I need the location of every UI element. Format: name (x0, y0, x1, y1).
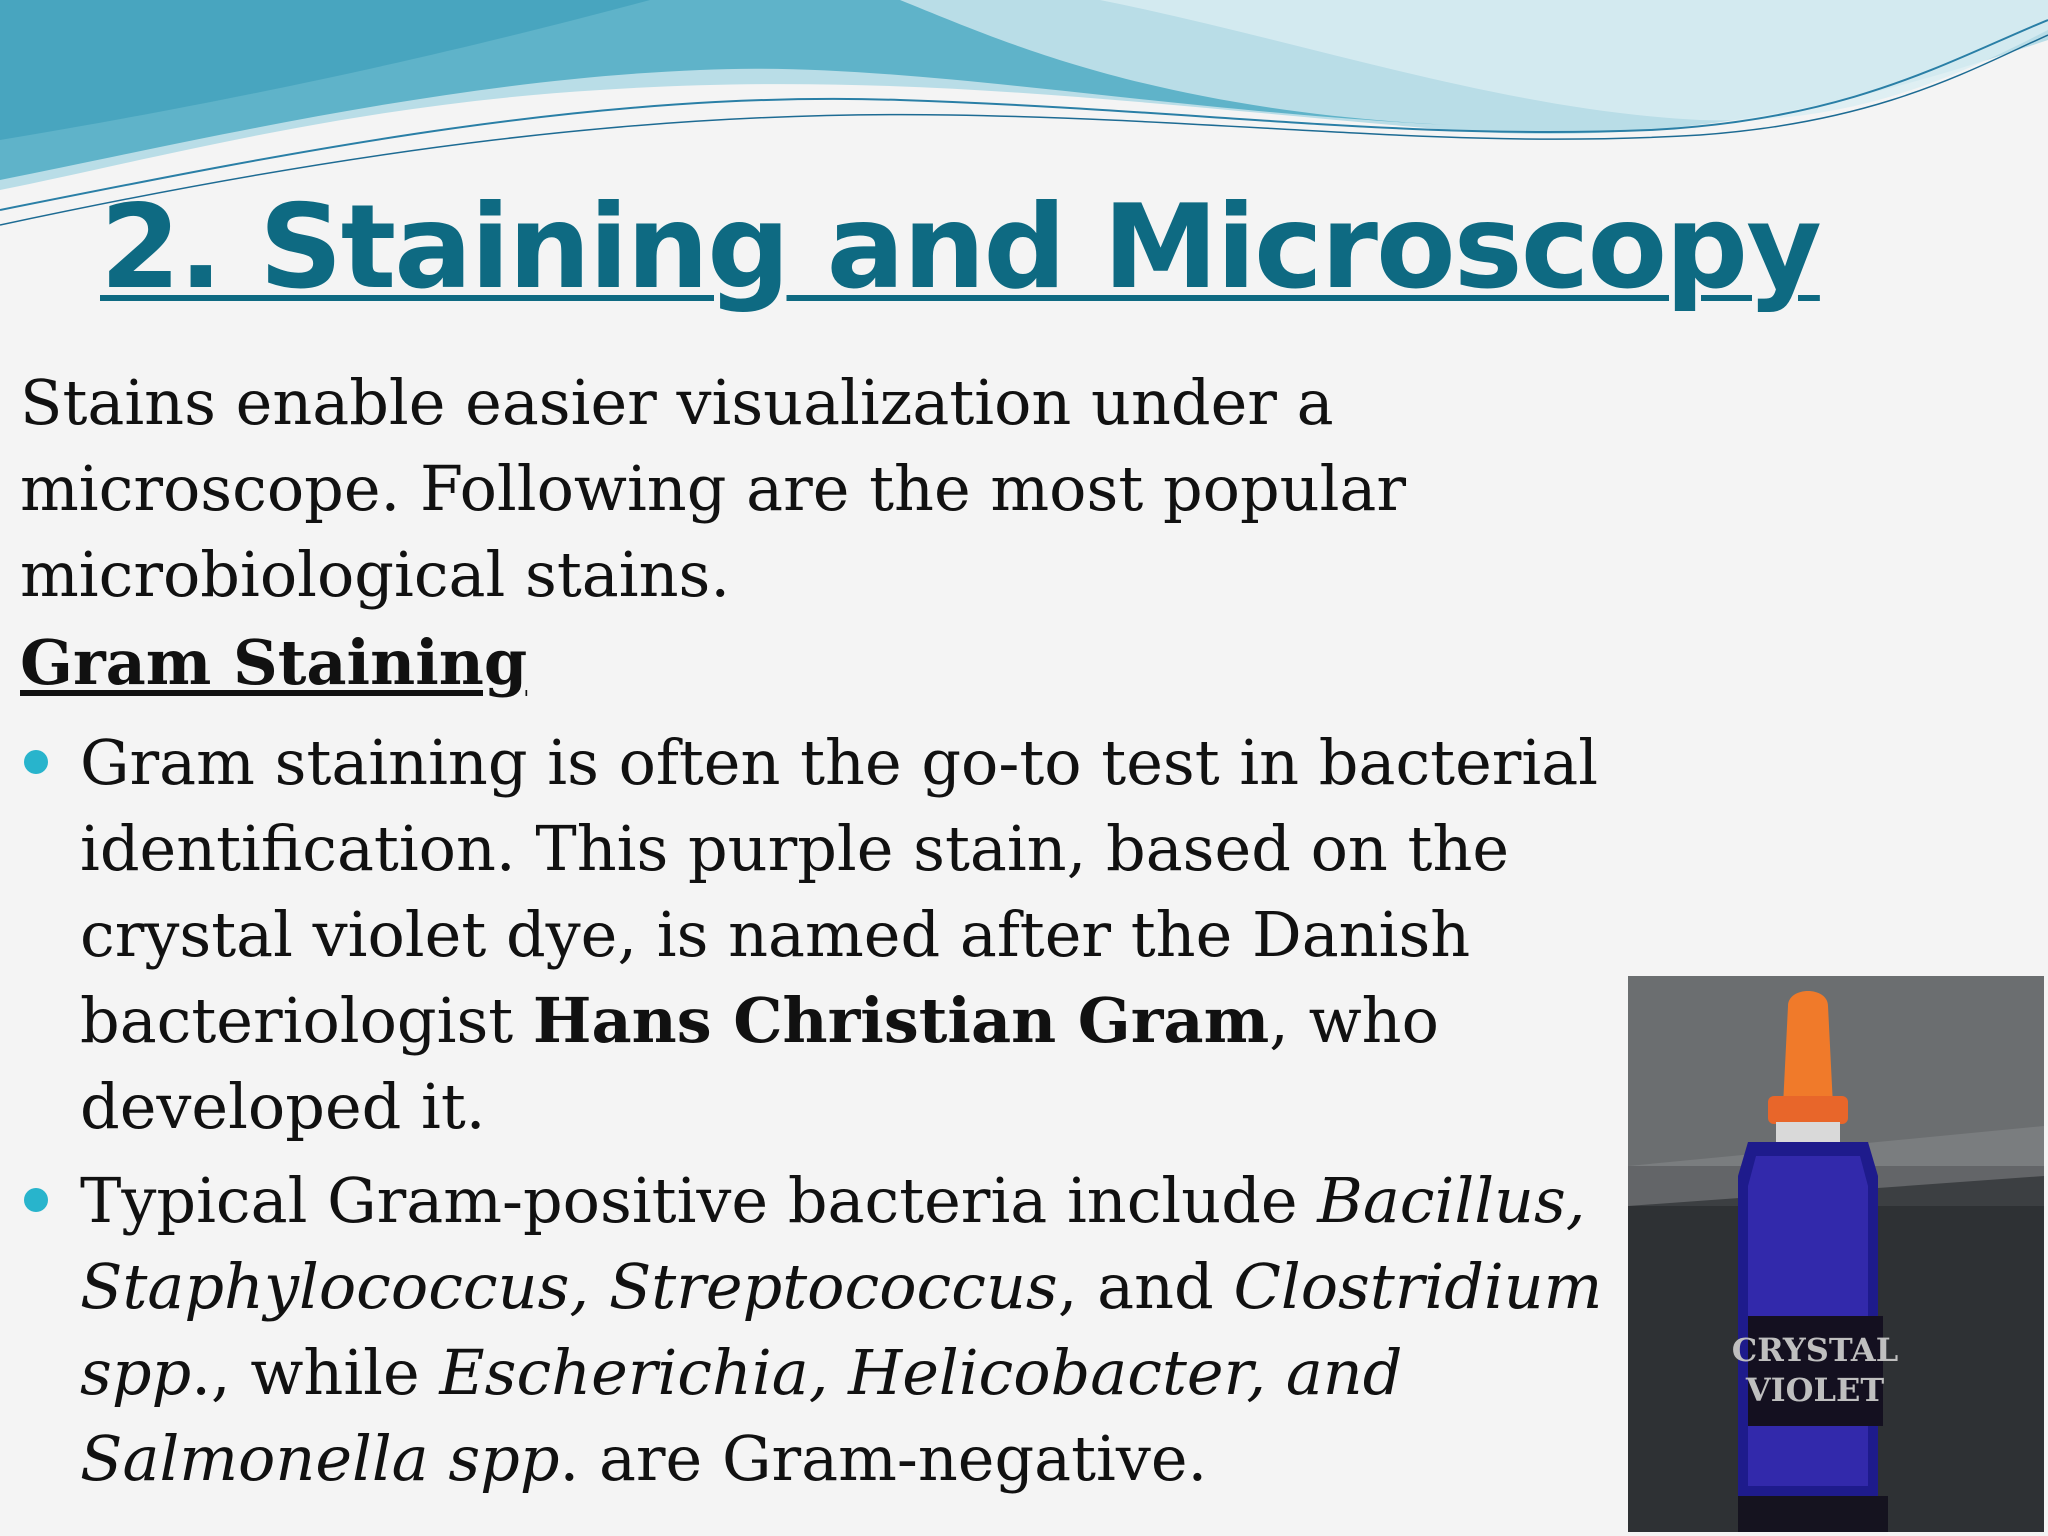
bullet1-text-a: Gram staining is often the go-to test in bacterial identification. This purple stain, based on the crystal violet dye, is named after the Danish bacteriologist (80, 726, 1599, 1057)
bullet2-text-a: Typical Gram-positive bacteria include (80, 1164, 1318, 1237)
bullet-gram-examples (80, 1158, 1680, 1500)
bullet2-text-c: ., while (191, 1336, 440, 1409)
bullet-dot-icon (24, 1188, 48, 1212)
intro-paragraph: Stains enable easier visualization under a microscope. Following are the most popular microbiological stains. (20, 366, 1407, 611)
bullet1-text-b: , who developed it. (80, 984, 1439, 1143)
bullet2-text-d: . are Gram-negative. (559, 1422, 1208, 1495)
bottle-label-line2: VIOLET (1745, 1371, 1885, 1409)
section-heading: Gram Staining (20, 626, 528, 699)
bullet1-bold-name: Hans Christian Gram (532, 984, 1270, 1057)
slide-title: 2. Staining and Microscopy (100, 180, 1820, 315)
bullet-dot-icon (24, 750, 48, 774)
bullet2-text-b: , and (1057, 1250, 1234, 1323)
bullet2-italic-b: Clostridium spp (80, 1250, 1603, 1409)
crystal-violet-bottle-photo (1628, 976, 2044, 1532)
bullet2-italic-c: Escherichia, Helicobacter, and Salmonella spp (80, 1336, 1403, 1495)
bullet2-italic-a: Bacillus, Staphylococcus, Streptococcus (80, 1164, 1586, 1323)
bullet-gram-staining (80, 720, 1680, 1150)
bottle-label-line1: CRYSTAL (1731, 1331, 1899, 1369)
